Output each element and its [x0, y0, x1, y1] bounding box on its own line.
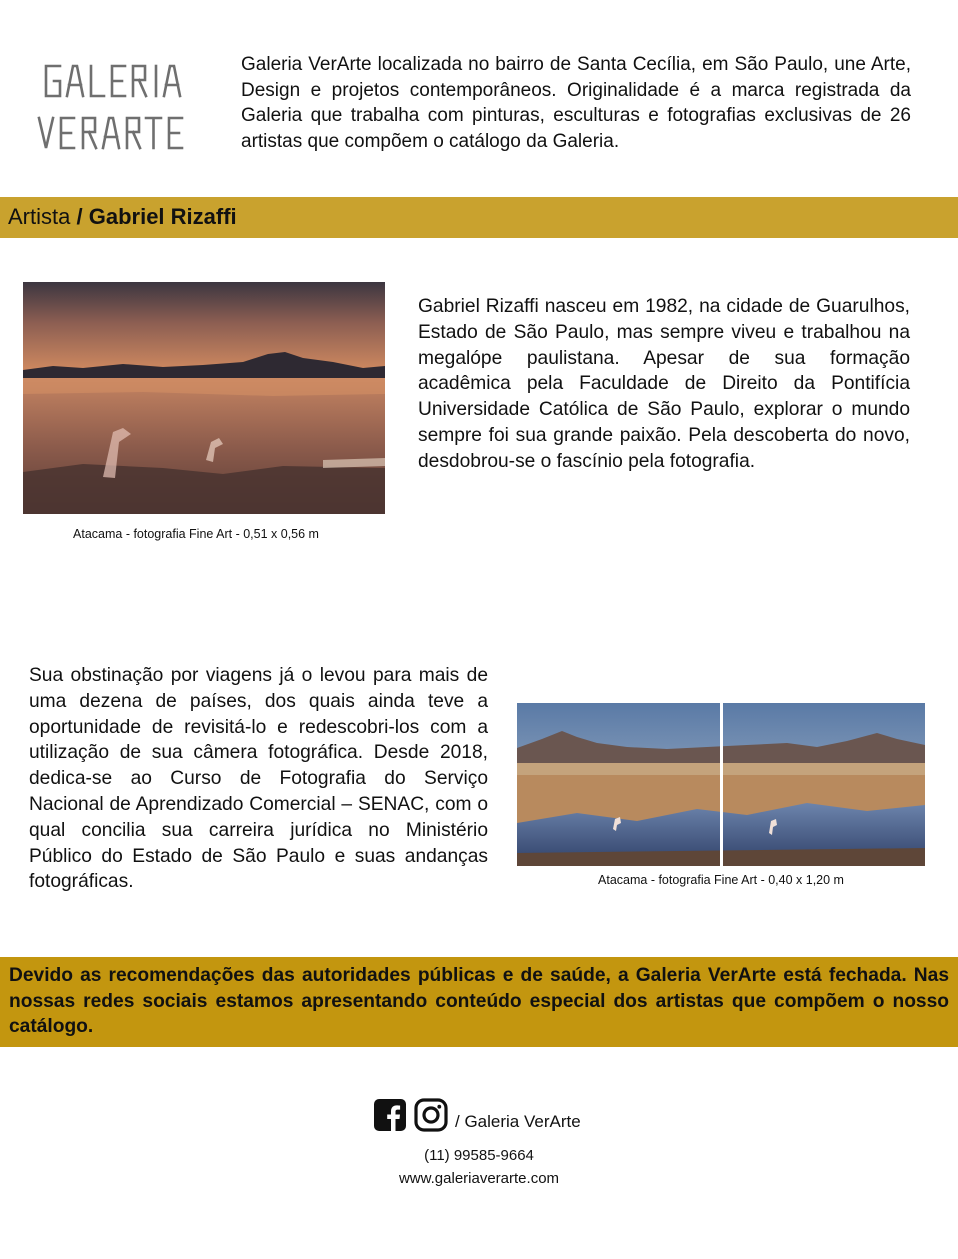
social-handle[interactable]: / Galeria VerArte — [455, 1112, 581, 1131]
social-links — [374, 1098, 581, 1134]
artwork-caption-1: Atacama - fotografia Fine Art - 0,51 x 0,56 m — [73, 527, 319, 541]
website-link[interactable]: www.galeriaverarte.com — [398, 1170, 560, 1187]
instagram-icon[interactable] — [414, 1098, 448, 1137]
artist-prefix: Artista — [8, 204, 71, 229]
artist-separator: / — [76, 204, 83, 229]
artwork-caption-2: Atacama - fotografia Fine Art - 0,40 x 1,20 m — [598, 873, 844, 887]
bio-paragraph-2: Sua obstinação por viagens já o levou para mais de uma dezena de países, dos quais ainda teve a oportunidade de revisitá-lo e redescobri-los com a utilização de sua câmera fotográfica. Desde 2018, dedica-se ao Curso de Fotografia do Serviço Nacional de Aprendizado Comercial – SENAC, com o qual concilia sua carreira jurídica no Ministério Público do Estado de São Paulo e suas andanças fotográficas. — [29, 665, 488, 893]
artwork-photo-atacama-2 — [517, 703, 925, 866]
artist-name: Gabriel Rizaffi — [88, 204, 237, 229]
artwork-photo-atacama-1 — [23, 282, 385, 514]
closure-notice — [0, 957, 958, 1047]
intro-paragraph: Galeria VerArte localizada no bairro de Santa Cecília, em São Paulo, une Arte, Design e projetos contemporâneos. Originalidade é a marca registrada da Galeria que trabalha com pinturas, esculturas e fotografias exclusivas de 26 artistas que compõem o catálogo da Galeria. — [241, 54, 911, 152]
gallery-logo — [28, 58, 198, 154]
artist-heading — [8, 205, 237, 229]
logo-lettering — [28, 58, 198, 154]
phone-number: (11) 99585-9664 — [424, 1147, 534, 1164]
closure-notice-text: Devido as recomendações das autoridades públicas e de saúde, a Galeria VerArte está fechada. Nas nossas redes sociais estamos apresentando conteúdo especial dos artistas que compõem o nosso catálogo. — [9, 965, 949, 1038]
bio-paragraph-1: Gabriel Rizaffi nasceu em 1982, na cidade de Guarulhos, Estado de São Paulo, mas sempre viveu e trabalhou na megalópe paulistana. Apesar de sua formação acadêmica pela Faculdade de Direito da Pontifícia Universidade Católica de São Paulo, explorar o mundo sempre foi sua grande paixão. Pela descoberta do novo, desdobrou-se o fascínio pela fotografia. — [418, 296, 910, 472]
artist-banner — [0, 197, 958, 238]
facebook-icon[interactable] — [374, 1099, 406, 1136]
